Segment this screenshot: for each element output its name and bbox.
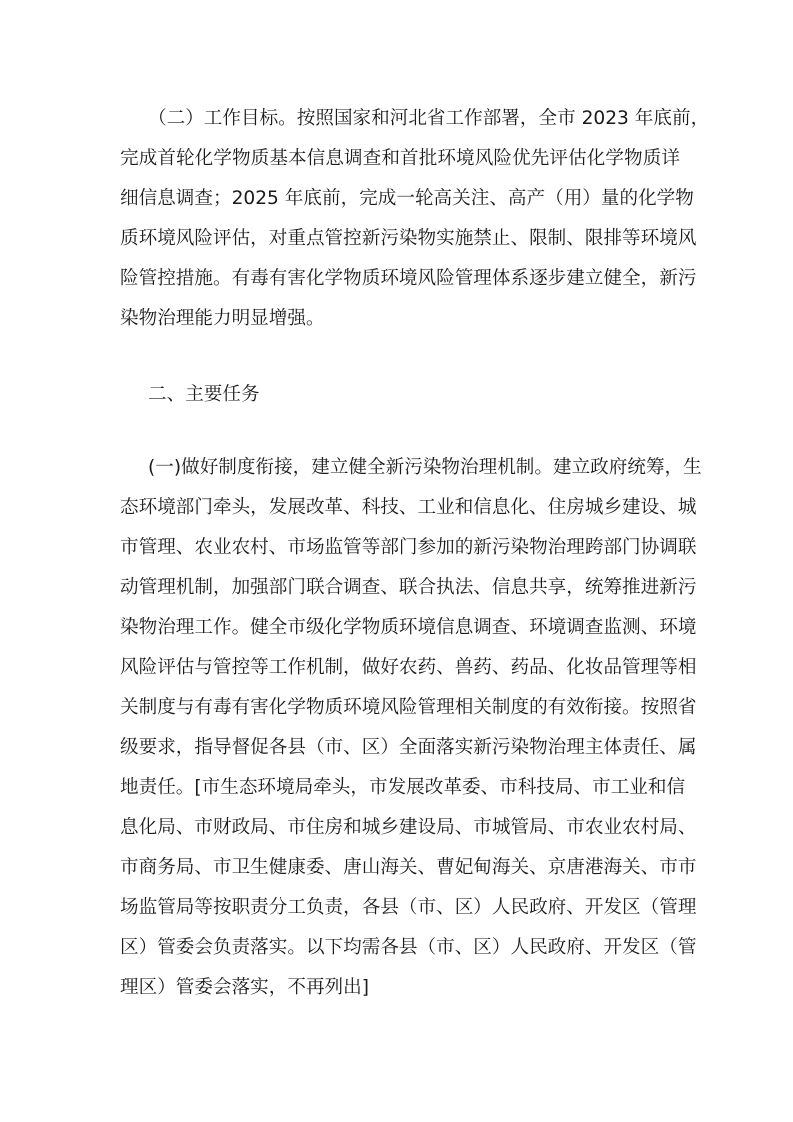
paragraph-line: 险管控措施。有毒有害化学物质环境风险管理体系逐步建立健全，新污 (120, 268, 697, 289)
paragraph-line: 细信息调查；2025 年底前，完成一轮高关注、高产（用）量的化学物 (120, 188, 694, 209)
paragraph-line: 级要求，指导督促各县（市、区）全面落实新污染物治理主体责任、属 (120, 737, 697, 758)
paragraph-line: 市商务局、市卫生健康委、唐山海关、曹妃甸海关、京唐港海关、市市 (120, 857, 697, 878)
paragraph-line: 地责任。[市生态环境局牵头，市发展改革委、市科技局、市工业和信 (120, 777, 686, 798)
paragraph-line: (一)做好制度衔接，建立健全新污染物治理机制。建立政府统筹，生 (148, 457, 702, 478)
paragraph-line: 态环境部门牵头，发展改革、科技、工业和信息化、住房城乡建设、城 (120, 497, 697, 518)
paragraph-line: 息化局、市财政局、市住房和城乡建设局、市城管局、市农业农村局、 (120, 817, 697, 838)
paragraph-line: 关制度与有毒有害化学物质环境风险管理相关制度的有效衔接。按照省 (120, 697, 697, 718)
paragraph-line: 市管理、农业农村、市场监管等部门参加的新污染物治理跨部门协调联 (120, 537, 697, 558)
paragraph-line: 染物治理能力明显增强。 (120, 308, 325, 329)
section-heading-main-tasks: 二、主要任务 (148, 384, 260, 405)
paragraph-line: 质环境风险评估，对重点管控新污染物实施禁止、限制、限排等环境风 (120, 228, 697, 249)
paragraph-line: 理区）管委会落实，不再列出] (120, 977, 369, 998)
paragraph-line: 动管理机制，加强部门联合调查、联合执法、信息共享，统筹推进新污 (120, 577, 697, 598)
paragraph-line: 染物治理工作。健全市级化学物质环境信息调查、环境调查监测、环境 (120, 617, 697, 638)
paragraph-line: 完成首轮化学物质基本信息调查和首批环境风险优先评估化学物质详 (120, 148, 680, 169)
paragraph-line: （二）工作目标。按照国家和河北省工作部署，全市 2023 年底前， (148, 108, 710, 129)
paragraph-line: 风险评估与管控等工作机制，做好农药、兽药、药品、化妆品管理等相 (120, 657, 697, 678)
paragraph-line: 场监管局等按职责分工负责，各县（市、区）人民政府、开发区（管理 (120, 897, 697, 918)
paragraph-line: 区）管委会负责落实。以下均需各县（市、区）人民政府、开发区（管 (120, 937, 697, 958)
